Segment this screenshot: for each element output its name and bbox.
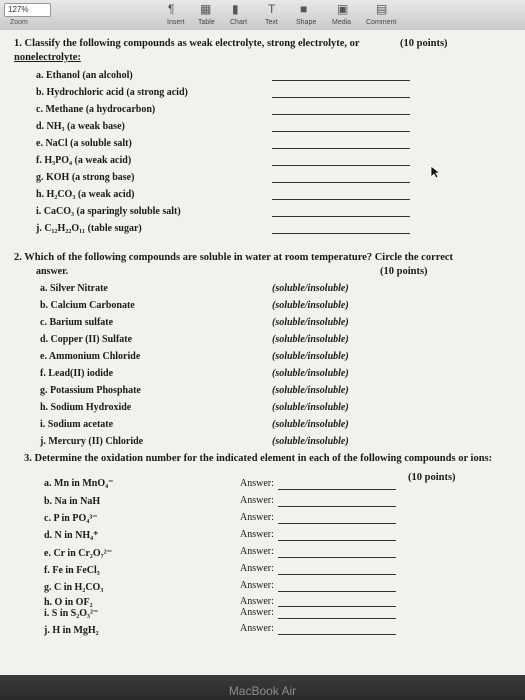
q2-title [14, 252, 453, 263]
q2-item-d: d. Copper (II) Sulfate [40, 334, 133, 345]
zoom-select[interactable]: 127% [4, 3, 51, 17]
q3-answer-line-h[interactable] [278, 606, 396, 607]
q1-item-a: a. Ethanol (an alcohol) [36, 70, 133, 81]
chart-icon[interactable]: ▮ [232, 2, 239, 16]
q2-choice-g[interactable]: (soluble/insoluble) [272, 385, 349, 396]
q1-answer-line-b[interactable] [272, 97, 410, 98]
q1-answer-line-j[interactable] [272, 233, 410, 234]
q3-item-a: a. Mn in MnO₄⁻ [44, 478, 114, 489]
q1-item-d: d. NH₃ (a weak base) [36, 121, 125, 132]
q1-answer-line-a[interactable] [272, 80, 410, 81]
q1-item-b: b. Hydrochloric acid (a strong acid) [36, 87, 188, 98]
q1-answer-line-g[interactable] [272, 182, 410, 183]
q3-answer-label-g: Answer: [240, 580, 274, 591]
q1-item-i: i. CaCO₃ (a sparingly soluble salt) [36, 206, 181, 217]
q2-choice-h[interactable]: (soluble/insoluble) [272, 402, 349, 413]
q2-choice-c[interactable]: (soluble/insoluble) [272, 317, 349, 328]
q3-answer-line-j[interactable] [278, 634, 396, 635]
q3-answer-label-c: Answer: [240, 512, 274, 523]
q3-title-post: number for the indicated element in each of the following compounds or ions: [143, 453, 493, 464]
q3-answer-line-d[interactable] [278, 540, 396, 541]
q3-answer-line-e[interactable] [278, 557, 396, 558]
q2-title-post: in water at room temperature? Circle the correct [231, 252, 454, 263]
q1-title-cont: nonelectrolyte: [14, 52, 81, 63]
cursor-icon [430, 165, 444, 179]
q3-answer-line-b[interactable] [278, 506, 396, 507]
tool-shape[interactable]: Shape [296, 19, 317, 26]
q2-item-e: e. Ammonium Chloride [40, 351, 141, 362]
q2-item-g: g. Potassium Phosphate [40, 385, 141, 396]
q2-title-cont: answer. [36, 266, 69, 277]
q3-answer-label-j: Answer: [240, 623, 274, 634]
q3-answer-label-d: Answer: [240, 529, 274, 540]
q1-item-e: e. NaCl (a soluble salt) [36, 138, 132, 149]
q3-item-d: d. N in NH₄⁺ [44, 530, 99, 541]
text-icon[interactable]: T [268, 2, 276, 16]
q2-choice-b[interactable]: (soluble/insoluble) [272, 300, 349, 311]
q1-item-h: h. H₂CO₃ (a weak acid) [36, 189, 135, 200]
q3-item-h: h. O in OF₂ [44, 597, 93, 608]
q2-item-h: h. Sodium Hydroxide [40, 402, 132, 413]
q2-title-pre: 2. Which of the following compounds are [14, 252, 200, 263]
q2-choice-e[interactable]: (soluble/insoluble) [272, 351, 349, 362]
q3-item-g: g. C in H₂CO₃ [44, 582, 104, 593]
q3-title-bold: oxidation [100, 453, 143, 464]
q3-item-e: e. Cr in Cr₂O₇²⁻ [44, 548, 112, 559]
q1-item-j: j. C₁₂H₂₂O₁₁ (table sugar) [36, 223, 142, 234]
q3-answer-line-i[interactable] [278, 618, 396, 619]
q2-points: (10 points) [380, 266, 428, 277]
comment-icon[interactable]: ▤ [376, 2, 388, 16]
tool-comment[interactable]: Comment [366, 19, 397, 26]
q3-answer-line-f[interactable] [278, 574, 396, 575]
q3-answer-line-g[interactable] [278, 591, 396, 592]
q2-item-a: a. Silver Nitrate [40, 283, 108, 294]
q1-answer-line-i[interactable] [272, 216, 410, 217]
q1-item-f: f. H₃PO₄ (a weak acid) [36, 155, 132, 166]
q3-answer-label-h: Answer: [240, 596, 274, 607]
q2-title-bold: soluble [199, 252, 232, 263]
q3-answer-label-f: Answer: [240, 563, 274, 574]
q2-item-j: j. Mercury (II) Chloride [40, 436, 144, 447]
tool-chart[interactable]: Chart [230, 19, 248, 26]
toolbar [0, 0, 525, 31]
q2-item-f: f. Lead(II) iodide [40, 368, 114, 379]
q3-item-i: i. S in S₂O₃²⁻ [44, 608, 99, 619]
q1-answer-line-f[interactable] [272, 165, 410, 166]
q2-choice-j[interactable]: (soluble/insoluble) [272, 436, 349, 447]
q3-title [24, 453, 492, 464]
q3-answer-label-e: Answer: [240, 546, 274, 557]
q2-choice-d[interactable]: (soluble/insoluble) [272, 334, 349, 345]
insert-icon[interactable]: ¶ [168, 2, 175, 16]
laptop-brand: MacBook Air [228, 684, 297, 698]
q3-answer-line-c[interactable] [278, 523, 396, 524]
q1-answer-line-c[interactable] [272, 114, 410, 115]
tool-media[interactable]: Media [332, 19, 352, 26]
tool-insert[interactable]: Insert [167, 19, 185, 26]
q2-choice-f[interactable]: (soluble/insoluble) [272, 368, 349, 379]
tool-table[interactable]: Table [198, 19, 215, 26]
q1-item-c: c. Methane (a hydrocarbon) [36, 104, 156, 115]
q3-answer-label-b: Answer: [240, 495, 274, 506]
q3-item-j: j. H in MgH₂ [44, 625, 99, 636]
q3-points: (10 points) [408, 472, 456, 483]
q1-points: (10 points) [400, 38, 448, 49]
document-page [0, 30, 525, 675]
q3-item-c: c. P in PO₄³⁻ [44, 513, 98, 524]
q2-item-c: c. Barium sulfate [40, 317, 114, 328]
q3-answer-line-a[interactable] [278, 489, 396, 490]
q2-choice-i[interactable]: (soluble/insoluble) [272, 419, 349, 430]
q1-title: 1. Classify the following compounds as weak electrolyte, strong electrolyte, or [14, 38, 360, 49]
q3-item-f: f. Fe in FeCl₃ [44, 565, 100, 576]
media-icon[interactable]: ▣ [337, 2, 349, 16]
q3-title-pre: 3. Determine the [24, 453, 101, 464]
table-icon[interactable]: ▦ [200, 2, 212, 16]
tool-text[interactable]: Text [265, 19, 278, 26]
q2-item-i: i. Sodium acetate [40, 419, 114, 430]
q3-item-b: b. Na in NaH [44, 496, 101, 507]
q1-answer-line-d[interactable] [272, 131, 410, 132]
q1-answer-line-e[interactable] [272, 148, 410, 149]
q2-choice-a[interactable]: (soluble/insoluble) [272, 283, 349, 294]
shape-icon[interactable]: ■ [300, 2, 308, 16]
q2-item-b: b. Calcium Carbonate [40, 300, 135, 311]
q3-answer-label-a: Answer: [240, 478, 274, 489]
zoom-label: Zoom [10, 19, 28, 26]
q1-answer-line-h[interactable] [272, 199, 410, 200]
q1-item-g: g. KOH (a strong base) [36, 172, 135, 183]
q3-answer-label-i: Answer: [240, 607, 274, 618]
